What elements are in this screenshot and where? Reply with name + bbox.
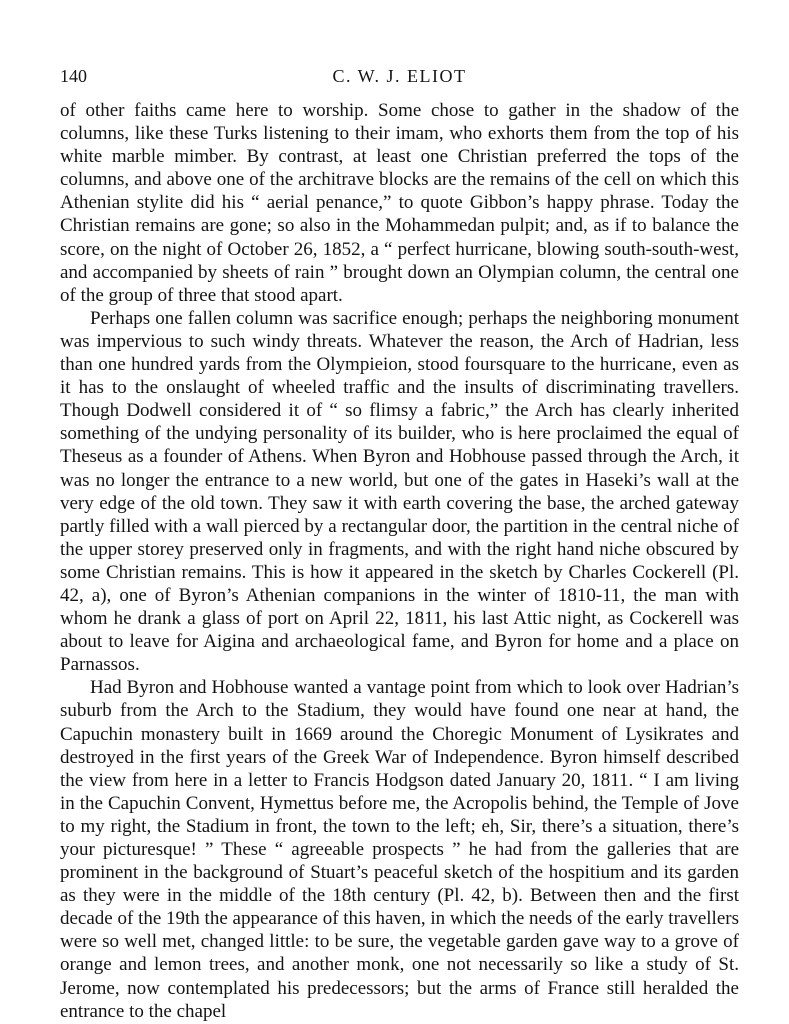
paragraph-capuchin-monastery: Had Byron and Hobhouse wanted a vantage point from which to look over Hadrian’s suburb from the Arch to the Stadium, they would have found one near at hand, the Capuchin monastery built in 1669 around the Choregic Monument of Lysikrates and destroyed in the first years of the Greek War of Independence. Byron himself described the view from here in a letter to Francis Hodgson dated January 20, 1811. “ I am living in the Capuchin Convent, Hymettus before me, the Acropolis behind, the Temple of Jove to my right, the Stadium in front, the town to the left; eh, Sir, there’s a situation, there’s your picturesque! ” These “ agreeable prospects ” he had from the galleries that are prominent in the background of Stuart’s peaceful sketch of the hospitium and its garden as they were in the middle of the 18th century (Pl. 42, b). Between then and the first decade of the 19th the appearance of this haven, in which the needs of the early travellers were so well met, changed little: to be sure, the vegetable garden gave way to a grove of orange and lemon trees, and another monk, one not necessarily so like a study of St. Jerome, now contemplated his predecessors; but the arms of France still heralded the entrance to the chapel (60, 677, 739, 1022)
running-title: C. W. J. ELIOT (332, 66, 467, 86)
running-head (60, 63, 739, 89)
page-number: 140 (60, 66, 87, 86)
paragraph-arch-of-hadrian: Perhaps one fallen column was sacrifice enough; perhaps the neighboring monument was impervious to such windy threats. Whatever the reason, the Arch of Hadrian, less than one hundred yards from the Olympieion, stood foursquare to the hurricane, even as it has to the onslaught of wheeled traffic and the insults of discriminating travellers. Though Dodwell considered it of “ so flimsy a fabric,” the Arch has clearly inherited something of the undying personality of its builder, who is here proclaimed the equal of Theseus as a founder of Athens. When Byron and Hobhouse passed through the Arch, it was no longer the entrance to a new world, but one of the gates in Haseki’s wall at the very edge of the old town. They saw it with earth covering the base, the arched gateway partly filled with a wall pierced by a rectangular door, the partition in the central niche of the upper storey preserved only in fragments, and with the right hand niche obscured by some Christian remains. This is how it appeared in the sketch by Charles Cockerell (Pl. 42, a), one of Byron’s Athenian companions in the winter of 1810-11, the man with whom he drank a glass of port on April 22, 1811, his last Attic night, as Cockerell was about to leave for Aigina and archaeological fame, and Byron for home and a place on Parnassos. (60, 307, 739, 676)
body-text (60, 99, 739, 1023)
paragraph-continued: of other faiths came here to worship. Some chose to gather in the shadow of the columns, like these Turks listening to their imam, who exhorts them from the top of his white marble mimber. By contrast, at least one Christian preferred the tops of the columns, and above one of the architrave blocks are the remains of the cell on which this Athenian stylite did his “ aerial penance,” to quote Gibbon’s happy phrase. Today the Christian remains are gone; so also in the Mohammedan pulpit; and, as if to balance the score, on the night of October 26, 1852, a “ perfect hurricane, blowing south-south-west, and accompanied by sheets of rain ” brought down an Olympian column, the central one of the group of three that stood apart. (60, 100, 739, 306)
